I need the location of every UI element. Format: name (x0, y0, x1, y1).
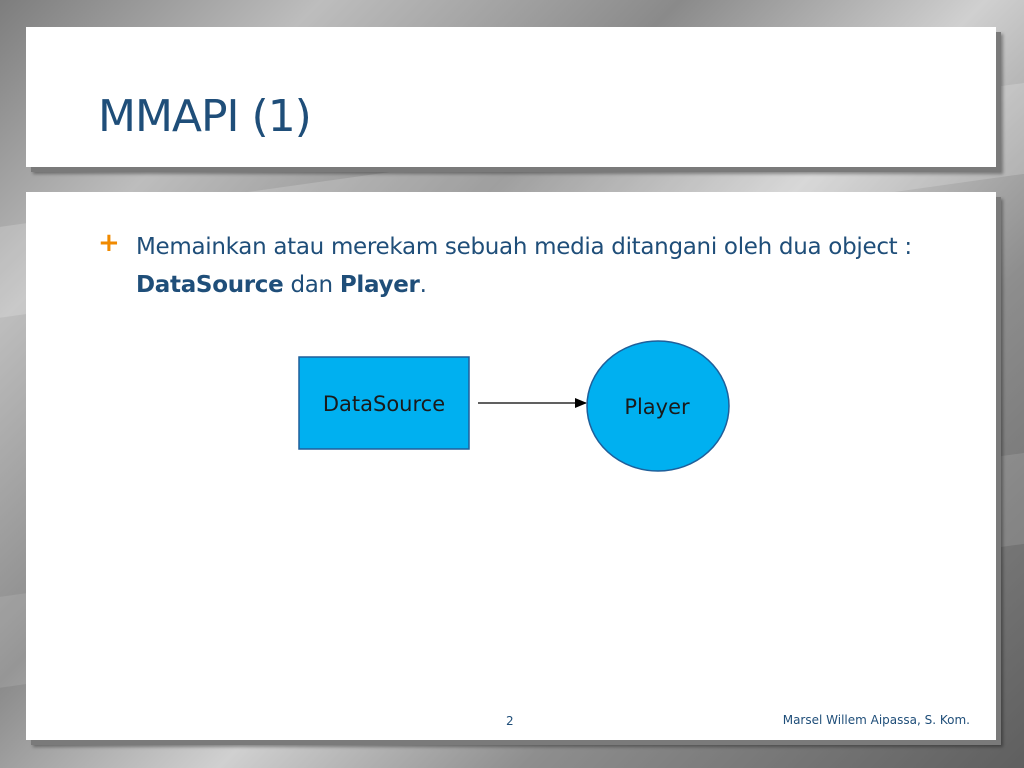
datasource-label: DataSource (322, 392, 446, 416)
bullet-bold-player: Player (339, 272, 420, 298)
content-panel (26, 192, 996, 740)
author-footer: Marsel Willem Aipassa, S. Kom. (782, 713, 970, 727)
player-label: Player (624, 395, 690, 419)
bullet-bold-datasource: DataSource (136, 272, 284, 298)
bullet-text-before: Memainkan atau merekam sebuah media ditangani oleh dua object : (136, 234, 912, 260)
bullet-text-middle: dan (283, 272, 340, 298)
bullet-item (98, 228, 928, 304)
bullet-text-after: . (419, 272, 427, 298)
datasource-player-diagram (296, 337, 766, 482)
plus-bullet-icon: + (98, 228, 120, 258)
title-panel (26, 27, 996, 167)
page-number: 2 (506, 714, 514, 728)
slide-title: MMAPI (1) (98, 91, 311, 142)
bullet-text (136, 228, 928, 304)
